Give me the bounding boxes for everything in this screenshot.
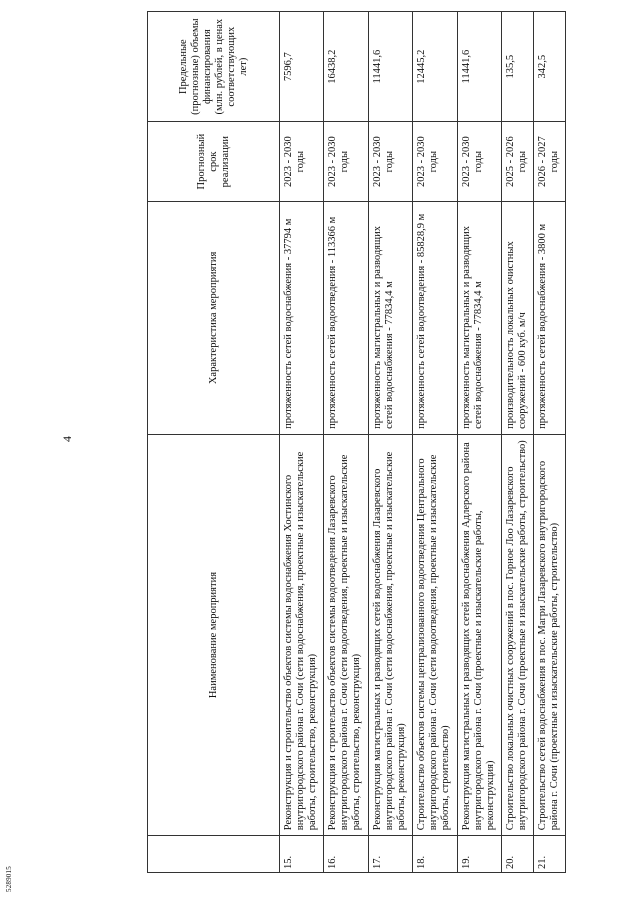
cell-name: Строительство объектов системы централизованного водоотведения Центрального внутригородского района г. Сочи (сети водоотведения, проектные и изыскательские работы, строительство) <box>413 434 457 835</box>
cell-num: 16. <box>324 836 368 873</box>
cell-characteristic: протяженность сетей водоотведения - 113366 м <box>324 201 368 434</box>
cell-num: 21. <box>533 836 565 873</box>
cell-num: 19. <box>457 836 501 873</box>
cell-num: 17. <box>368 836 412 873</box>
cell-name: Реконструкция и строительство объектов системы водоотведения Лазаревского внутригородского района г. Сочи (сети водоотведения, проектные и изыскательские работы, строительство, реконструкция) <box>324 434 368 835</box>
header-period: Прогнозный срок реализации <box>148 122 280 202</box>
rotated-table-container <box>147 11 566 873</box>
table-row <box>533 12 565 873</box>
cell-amount: 135,5 <box>501 12 533 122</box>
cell-name: Реконструкция магистральных и разводящих сетей водоснабжения Адлерского района внутригородского района г. Сочи (проектные и изыскательские работы, реконструкция) <box>457 434 501 835</box>
header-financing: Предельные (прогнозные) объемы финансирования (млн. рублей, в ценах соответствующих лет) <box>148 12 280 122</box>
cell-characteristic: протяженность магистральных и разводящих сетей водоснабжения - 77834,4 м <box>368 201 412 434</box>
cell-characteristic: производительность локальных очистных сооружений - 600 куб. м/ч <box>501 201 533 434</box>
cell-period: 2026 - 2027 годы <box>533 122 565 202</box>
cell-period: 2023 - 2030 годы <box>324 122 368 202</box>
cell-name: Реконструкция магистральных и разводящих сетей водоснабжения Лазаревского внутригородского района г. Сочи (сети водоснабжения, проектные и изыскательские работы, реконструкция) <box>368 434 412 835</box>
table-row <box>457 12 501 873</box>
table-row <box>324 12 368 873</box>
document-code: 5289015 <box>5 866 13 892</box>
cell-amount: 7596,7 <box>280 12 324 122</box>
header-name: Наименование мероприятия <box>148 434 280 835</box>
cell-characteristic: протяженность сетей водоснабжения - 3800 м <box>533 201 565 434</box>
table-row <box>280 12 324 873</box>
header-characteristic: Характеристика мероприятия <box>148 201 280 434</box>
table-row <box>501 12 533 873</box>
cell-num: 18. <box>413 836 457 873</box>
cell-name: Строительство локальных очистных сооружений в пос. Горное Лоо Лазаревского внутригородского района г. Сочи (проектные и изыскательские работы, строительство) <box>501 434 533 835</box>
cell-characteristic: протяженность сетей водоснабжения - 37794 м <box>280 201 324 434</box>
cell-amount: 11441,6 <box>457 12 501 122</box>
measures-table <box>147 11 566 873</box>
cell-name: Строительство сетей водоснабжения в пос. Магри Лазаревского внутригородского района г. Сочи (проектные и изыскательские работы, строительство) <box>533 434 565 835</box>
header-num <box>148 836 280 873</box>
cell-period: 2023 - 2030 годы <box>368 122 412 202</box>
cell-period: 2023 - 2030 годы <box>457 122 501 202</box>
cell-amount: 11441,6 <box>368 12 412 122</box>
page-number: 4 <box>60 436 74 442</box>
cell-num: 20. <box>501 836 533 873</box>
table-row <box>368 12 412 873</box>
cell-period: 2023 - 2030 годы <box>280 122 324 202</box>
cell-amount: 342,5 <box>533 12 565 122</box>
cell-characteristic: протяженность сетей водоотведения - 85828,9 м <box>413 201 457 434</box>
cell-amount: 12445,2 <box>413 12 457 122</box>
cell-period: 2023 - 2030 годы <box>413 122 457 202</box>
cell-amount: 16438,2 <box>324 12 368 122</box>
cell-period: 2025 - 2026 годы <box>501 122 533 202</box>
cell-characteristic: протяженность магистральных и разводящих сетей водоснабжения - 77834,4 м <box>457 201 501 434</box>
header-row <box>148 12 280 873</box>
table-row <box>413 12 457 873</box>
cell-num: 15. <box>280 836 324 873</box>
cell-name: Реконструкция и строительство объектов системы водоснабжения Хостинского внутригородского района г. Сочи (сети водоснабжения, проектные и изыскательские работы, строительство, реконструкция) <box>280 434 324 835</box>
